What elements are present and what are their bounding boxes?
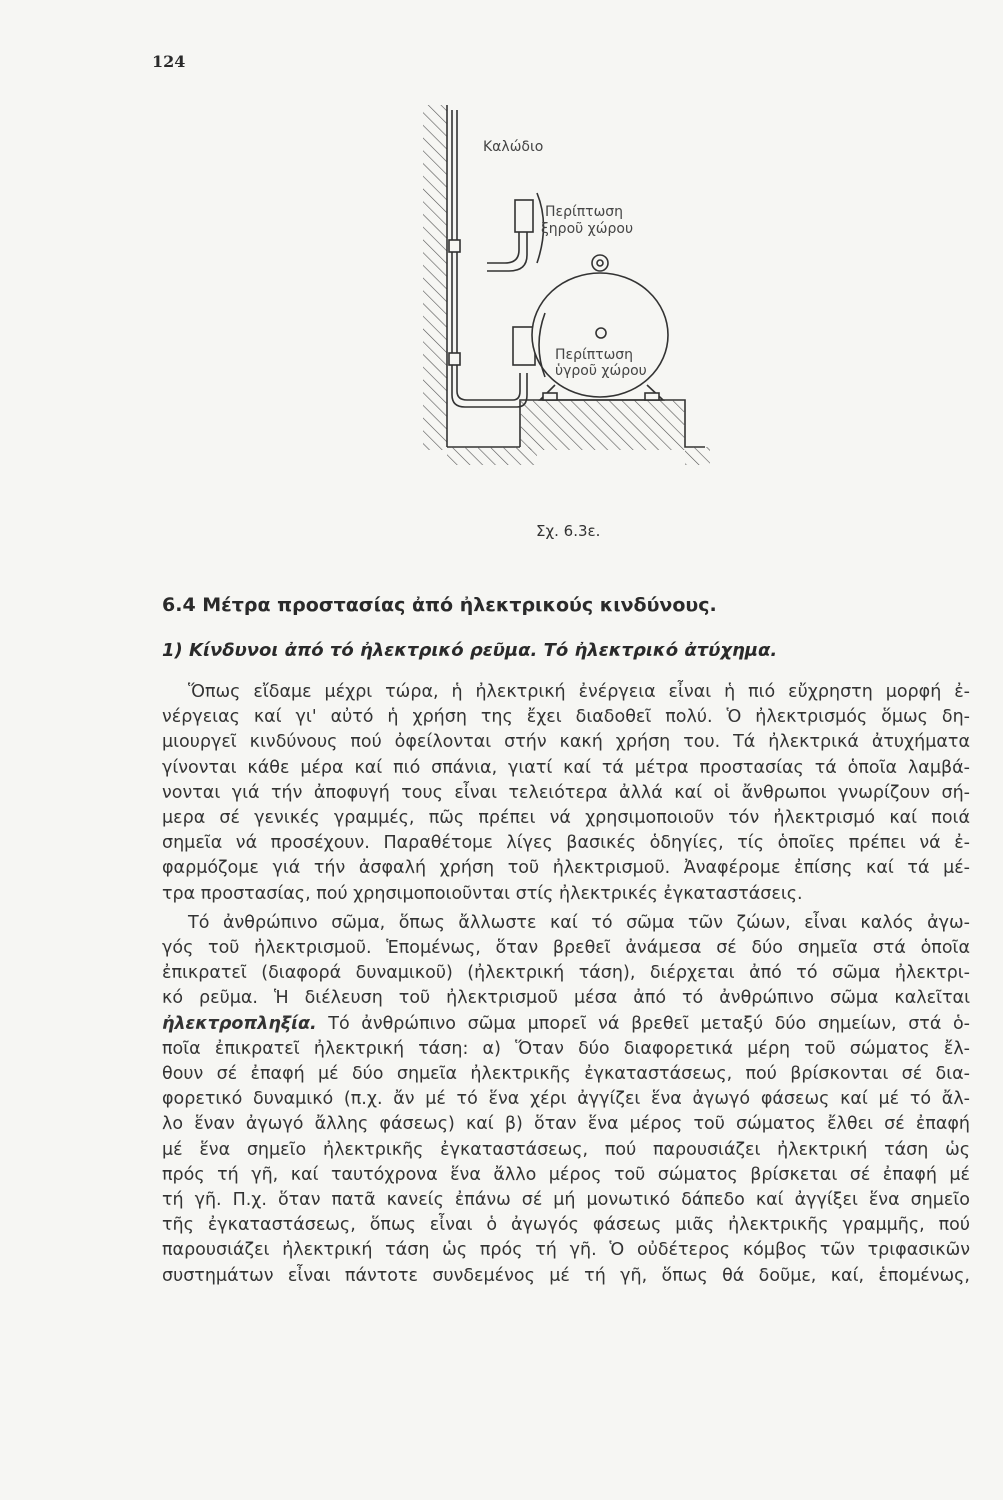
wet-case-label-line2: ὑγροῦ χώρου (555, 363, 647, 379)
cable-label: Καλώδιο (483, 139, 544, 155)
text-line: γίνονται κάθε μέρα καί πιό σπάνια, γιατί καί τά μέτρα προστασίας τά ὁποῖα λαμβά- (162, 757, 970, 778)
text-line: τή γῆ. Π.χ. ὅταν πατᾶ κανείς ἐπάνω σέ μή μονωτικό δάπεδο καί ἀγγίξει ἕνα σημεῖο (162, 1190, 970, 1211)
text-line: ἐπικρατεῖ (διαφορά δυναμικοῦ) (ἠλεκτρική τάση), διέρχεται ἀπό τό σῶμα ἠλεκτρι- (162, 963, 970, 984)
subsection-title: 1) Κίνδυνοι ἀπό τό ἠλεκτρικό ρεῦμα. Τό ἠλεκτρικό ἀτύχημα. (162, 640, 778, 661)
text-line: φαρμόζομε γιά τήν ἀσφαλή χρήση τοῦ ἠλεκτρισμοῦ. Ἀναφέρομε ἐπίσης καί τά μέ- (162, 858, 970, 879)
text-line: νέργειας καί γι' αὐτό ἡ χρήση της ἔχει διαδοθεῖ πολύ. Ὁ ἠλεκτρισμός ὅμως δη- (162, 707, 970, 728)
body-text (162, 680, 970, 1289)
section-title: 6.4 Μέτρα προστασίας ἀπό ἠλεκτρικούς κινδύνους. (162, 594, 717, 616)
text-line: θουν σέ ἐπαφή μέ δύο σημεῖα ἠλεκτρικῆς ἐγκαταστάσεως, πού βρίσκονται σέ δια- (162, 1064, 970, 1085)
text-line: Τό ἀνθρώπινο σῶμα, ὅπως ἄλλωστε καί τό σῶμα τῶν ζώων, εἶναι καλός ἀγω- (188, 912, 970, 933)
text-line: φορετικό δυναμικό (π.χ. ἄν μέ τό ἕνα χέρι ἀγγίζει ἕνα ἀγωγό φάσεως καί μέ τό ἄλ- (162, 1089, 970, 1110)
text-line: κό ρεῦμα. Ἡ διέλευση τοῦ ἠλεκτρισμοῦ μέσα ἀπό τό ἀνθρώπινο σῶμα καλεῖται (162, 988, 970, 1009)
dry-case-label-line2: ξηροῦ χώρου (541, 221, 634, 237)
page-number: 124 (152, 52, 186, 71)
text-line: συστημάτων εἶναι πάντοτε συνδεμένος μέ τή γῆ, ὅπως θά δοῦμε, καί, ἑπομένως, (162, 1265, 970, 1286)
text-line: μιουργεῖ κινδύνους πού ὀφείλονται στήν κακή χρήση του. Τά ἠλεκτρικά ἀτυχήματα (162, 732, 970, 753)
text-line: πρός τή γῆ, καί ταυτόχρονα ἕνα ἄλλο μέρος τοῦ σώματος βρίσκεται σέ ἐπαφή μέ (162, 1164, 970, 1185)
wall-hatch (423, 105, 447, 450)
text-line: Ὅπως εἴδαμε μέχρι τώρα, ἡ ἠλεκτρική ἐνέργεια εἶναι ἡ πιό εὔχρηστη μορφή ἐ- (188, 682, 970, 702)
text-line: γός τοῦ ἠλεκτρισμοῦ. Ἑπομένως, ὅταν βρεθεῖ ἀνάμεσα σέ δύο σημεῖα στά ὁποῖα (162, 938, 970, 959)
dry-junction-box (515, 200, 533, 232)
text-line: σημεῖα νά προσέχουν. Παραθέτομε λίγες βασικές ὁδηγίες, τίς ὁποῖες πρέπει νά ἐ- (162, 833, 970, 854)
text-line: ποῖα ἐπικρατεῖ ἠλεκτρική τάση: α) Ὅταν δύο διαφορετικά μέρη τοῦ σώματος ἔλ- (162, 1038, 970, 1059)
lifting-eye (592, 255, 608, 271)
figure-motor-installation (405, 95, 735, 500)
wet-case-label-line1: Περίπτωση (555, 347, 634, 363)
figure-caption: Σχ. 6.3ε. (536, 522, 601, 540)
motor-installation-diagram (405, 95, 735, 500)
paragraph-1 (162, 680, 970, 907)
dry-case-label-line1: Περίπτωση (545, 204, 624, 220)
dry-conduit (487, 232, 519, 263)
text-line: λο ἕναν ἀγωγό ἄλλης φάσεως) καί β) ὅταν ἕνα μέρος τοῦ σώματος ἔλθει σέ ἐπαφή (162, 1114, 970, 1135)
text-line: μέ ἕνα σημεῖο ἠλεκτρικῆς ἐγκαταστάσεως, πού παρουσιάζει ἠλεκτρική τάση ὡς (162, 1139, 970, 1160)
paragraph-2 (162, 911, 970, 1289)
text-line: τῆς ἐγκαταστάσεως, ὅπως εἶναι ὁ ἀγωγός φάσεως μιᾶς ἠλεκτρικῆς γραμμῆς, πού (162, 1215, 970, 1236)
text-line: νονται γιά τήν ἀποφυγή τους εἶναι τελειότερα ἀλλά καί οἱ ἄνθρωποι γνωρίζουν σή- (162, 782, 970, 803)
term-electrocution: ἠλεκτροπληξία. (162, 1013, 317, 1034)
text-line: μερα σέ γενικές γραμμές, πῶς πρέπει νά χρησιμοποιοῦν τόν ἠλεκτρισμό καί ποιά (162, 808, 970, 829)
text-line: τρα προστασίας, πού χρησιμοποιοῦνται στίς ἠλεκτρικές ἐγκαταστάσεις. (162, 883, 803, 904)
text-line (162, 1012, 970, 1037)
text-line-rest: Τό ἀνθρώπινο σῶμα μπορεῖ νά βρεθεῖ μεταξύ δύο σημείων, στά ὁ- (316, 1013, 970, 1034)
text-line: παρουσιάζει ἠλεκτρική τάση ὡς πρός τή γῆ. Ὁ οὐδέτερος κόμβος τῶν τριφασικῶν (162, 1240, 970, 1261)
